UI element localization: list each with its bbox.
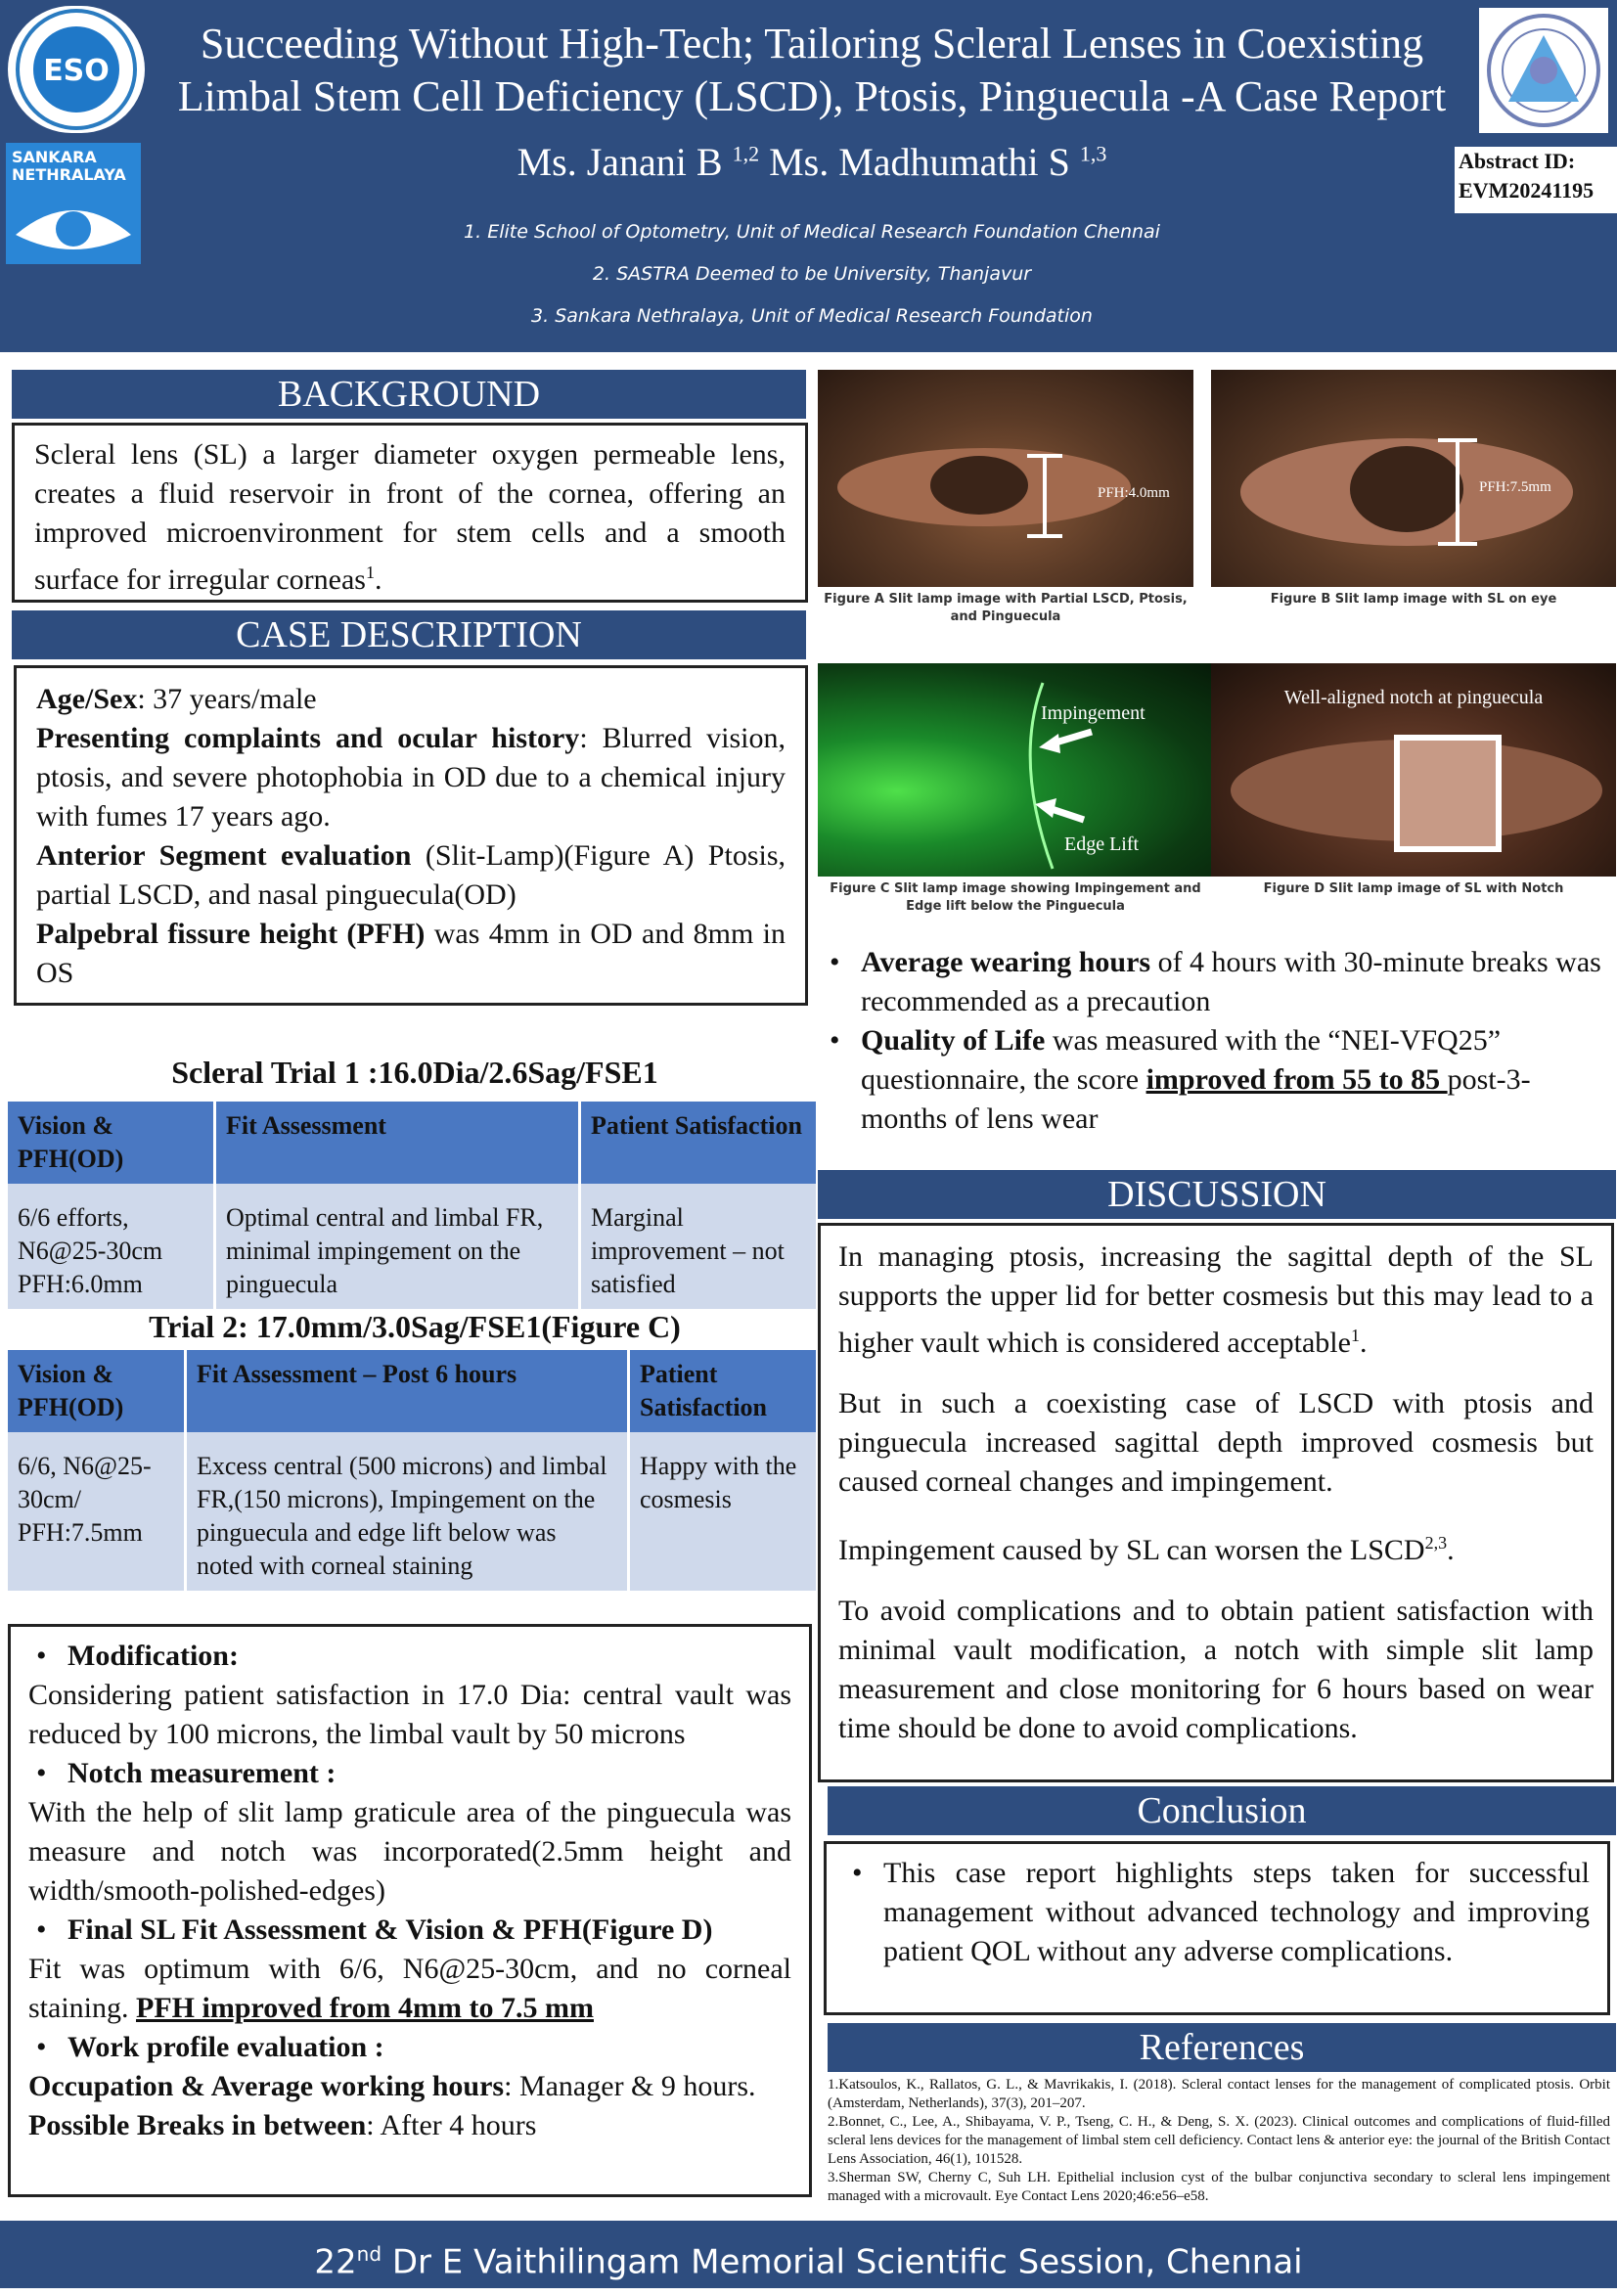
sankara-nethralaya-logo: SANKARA NETHRALAYA	[6, 143, 141, 264]
conference-footer: 22nd Dr E Vaithilingam Memorial Scientific Session, Chennai	[0, 2221, 1617, 2288]
figure-c-image	[818, 663, 1213, 877]
affiliation-2: 2. SASTRA Deemed to be University, Thanjavur	[592, 263, 1032, 285]
author-line: Ms. Janani B $^{1,2}$ Ms. Madhumathi S $^{1,3}$	[517, 140, 1107, 184]
discussion-heading: DISCUSSION	[818, 1170, 1616, 1219]
sastra-logo	[1479, 8, 1608, 133]
trial1-title: Scleral Trial 1 :16.0Dia/2.6Sag/FSE1	[171, 1055, 658, 1090]
svg-text:ESO: ESO	[43, 54, 110, 88]
figure-a-image	[818, 370, 1193, 587]
outcome-wear-hours: • Average wearing hours of 4 hours with 30-minute breaks was recommended as a precaution	[822, 943, 1604, 1021]
modification-box: • Modification: Considering patient satisfaction in 17.0 Dia: central vault was reduced by 100 microns, the limbal vault by 50 microns • Notch measurement : With the help of slit lamp graticule area of the pinguecula was measure and notch was incorporated(2.5mm height and width/smooth-polished-edges) • Final SL Fit Assessment & Vision & PFH(Figure D) Fit was optimum with 6/6, N6@25-30cm, and no corneal staining. PFH improved from 4mm to 7.5 mm • Work profile evaluation : Occupation & Average working hours: Manager & 9 hours. Possible Breaks in between: After 4 hours	[8, 1624, 812, 2197]
trial1-header-satisfaction: Patient Satisfaction	[580, 1102, 817, 1184]
conclusion-heading: Conclusion	[828, 1786, 1616, 1835]
trial2-header-satisfaction: Patient Satisfaction	[629, 1350, 817, 1432]
trial2-header-fit: Fit Assessment – Post 6 hours	[186, 1350, 629, 1432]
figure-b-image	[1211, 370, 1616, 587]
abstract-id-box: Abstract ID: EVM20241195	[1455, 147, 1617, 213]
affiliation-1: 1. Elite School of Optometry, Unit of Medical Research Foundation Chennai	[464, 221, 1160, 243]
poster-title: Succeeding Without High-Tech; Tailoring Scleral Lenses in Coexisting Limbal Stem Cell Deficiency (LSCD), Ptosis, Pinguecula -A Case Report	[177, 20, 1447, 120]
figure-b-caption: Figure B Slit lamp image with SL on eye	[1270, 592, 1557, 607]
figure-b-pfh-label: PFH:7.5mm	[1479, 479, 1551, 495]
references-list	[828, 2076, 1610, 2206]
figure-d-label: Well-aligned notch at pinguecula	[1283, 687, 1544, 708]
case-description-heading: CASE DESCRIPTION	[12, 610, 806, 659]
trial1-header-vision: Vision & PFH(OD)	[8, 1102, 215, 1184]
trial1-cell-vision: 6/6 efforts, N6@25-30cm PFH:6.0mm	[8, 1184, 215, 1309]
outcome-quality-of-life: • Quality of Life was measured with the “NEI-VFQ25” questionnaire, the score improved from 55 to 85 post-3-months of lens wear	[822, 1021, 1604, 1139]
figure-c-edge-lift-label: Edge Lift	[1064, 833, 1140, 855]
figure-c-caption: Figure C Slit lamp image showing Impingement and Edge lift below the Pinguecula	[830, 881, 1201, 914]
trial2-table	[8, 1350, 816, 1591]
trial2-title: Trial 2: 17.0mm/3.0Sag/FSE1(Figure C)	[149, 1309, 681, 1344]
trial2-cell-satisfaction: Happy with the cosmesis	[629, 1432, 817, 1591]
trial1-cell-fit: Optimal central and limbal FR, minimal impingement on the pinguecula	[215, 1184, 580, 1309]
references-heading: References	[828, 2023, 1616, 2072]
conclusion-box	[824, 1841, 1610, 2015]
conclusion-text: • This case report highlights steps taken for successful management without advanced technology and improving patient QOL without any adverse complications.	[844, 1854, 1590, 1971]
background-heading: BACKGROUND	[12, 370, 806, 419]
outcomes-list	[822, 943, 1604, 1139]
figure-a-caption: Figure A Slit lamp image with Partial LSCD, Ptosis, and Pinguecula	[824, 592, 1188, 624]
figure-d-caption: Figure D Slit lamp image of SL with Notch	[1263, 881, 1564, 896]
trial2-cell-fit: Excess central (500 microns) and limbal FR,(150 microns), Impingement on the pinguecula and edge lift below was noted with corneal staining	[186, 1432, 629, 1591]
figure-a-pfh-label: PFH:4.0mm	[1098, 485, 1170, 501]
trial2-header-vision: Vision & PFH(OD)	[8, 1350, 186, 1432]
discussion-box: In managing ptosis, increasing the sagittal depth of the SL supports the upper lid for better cosmesis but this may lead to a higher vault which is considered acceptable$^1$. But in such a coexisting case of LSCD with ptosis and pinguecula increased sagittal depth improved cosmesis but caused corneal changes and impingement. Impingement caused by SL can worsen the LSCD$^{2,3}$. To avoid complications and to obtain patient satisfaction with minimal vault modification, a notch with simple slit lamp measurement and close monitoring for 6 hours based on wear time should be done to avoid complications.	[818, 1223, 1614, 1782]
reference-2: 2.Bonnet, C., Lee, A., Shibayama, V. P., Tseng, C. H., & Deng, S. X. (2023). Clinical outcomes and complications of fluid-filled scleral lens devices for the management of limbal stem cell deficiency. Contact lens & anterior eye: the journal of the British Contact Lens Association, 46(1), 101528.	[828, 2114, 1610, 2167]
reference-1: 1.Katsoulos, K., Rallatos, G. L., & Mavrikakis, I. (2018). Scleral contact lenses for the management of complicated ptosis. Orbit (Amsterdam, Netherlands), 37(3), 201–207.	[828, 2077, 1610, 2111]
figure-d-image	[1211, 663, 1616, 877]
case-description-box: Age/Sex: 37 years/male Presenting complaints and ocular history: Blurred vision, ptosis, and severe photophobia in OD due to a chemical injury with fumes 17 years ago. Anterior Segment evaluation (Slit-Lamp)(Figure A) Ptosis, partial LSCD, and nasal pinguecula(OD) Palpebral fissure height (PFH) was 4mm in OD and 8mm in OS	[14, 665, 808, 1006]
reference-3: 3.Sherman SW, Cherny C, Suh LH. Epithelial inclusion cyst of the bulbar conjunctiva secondary to scleral lens impingement managed with a microvault. Eye Contact Lens 2020;46:e56–e58.	[828, 2170, 1610, 2204]
affiliation-3: 3. Sankara Nethralaya, Unit of Medical Research Foundation	[531, 305, 1093, 327]
eso-logo	[8, 6, 145, 133]
trial1-header-fit: Fit Assessment	[215, 1102, 580, 1184]
trial1-cell-satisfaction: Marginal improvement – not satisfied	[580, 1184, 817, 1309]
trial1-table	[8, 1102, 816, 1309]
figure-c-impingement-label: Impingement	[1041, 702, 1145, 724]
background-box: Scleral lens (SL) a larger diameter oxygen permeable lens, creates a fluid reservoir in front of the cornea, offering an improved microenvironment for stem cells and a smooth surface for irregular corneas$^1$.	[12, 423, 808, 603]
trial2-cell-vision: 6/6, N6@25-30cm/ PFH:7.5mm	[8, 1432, 186, 1591]
